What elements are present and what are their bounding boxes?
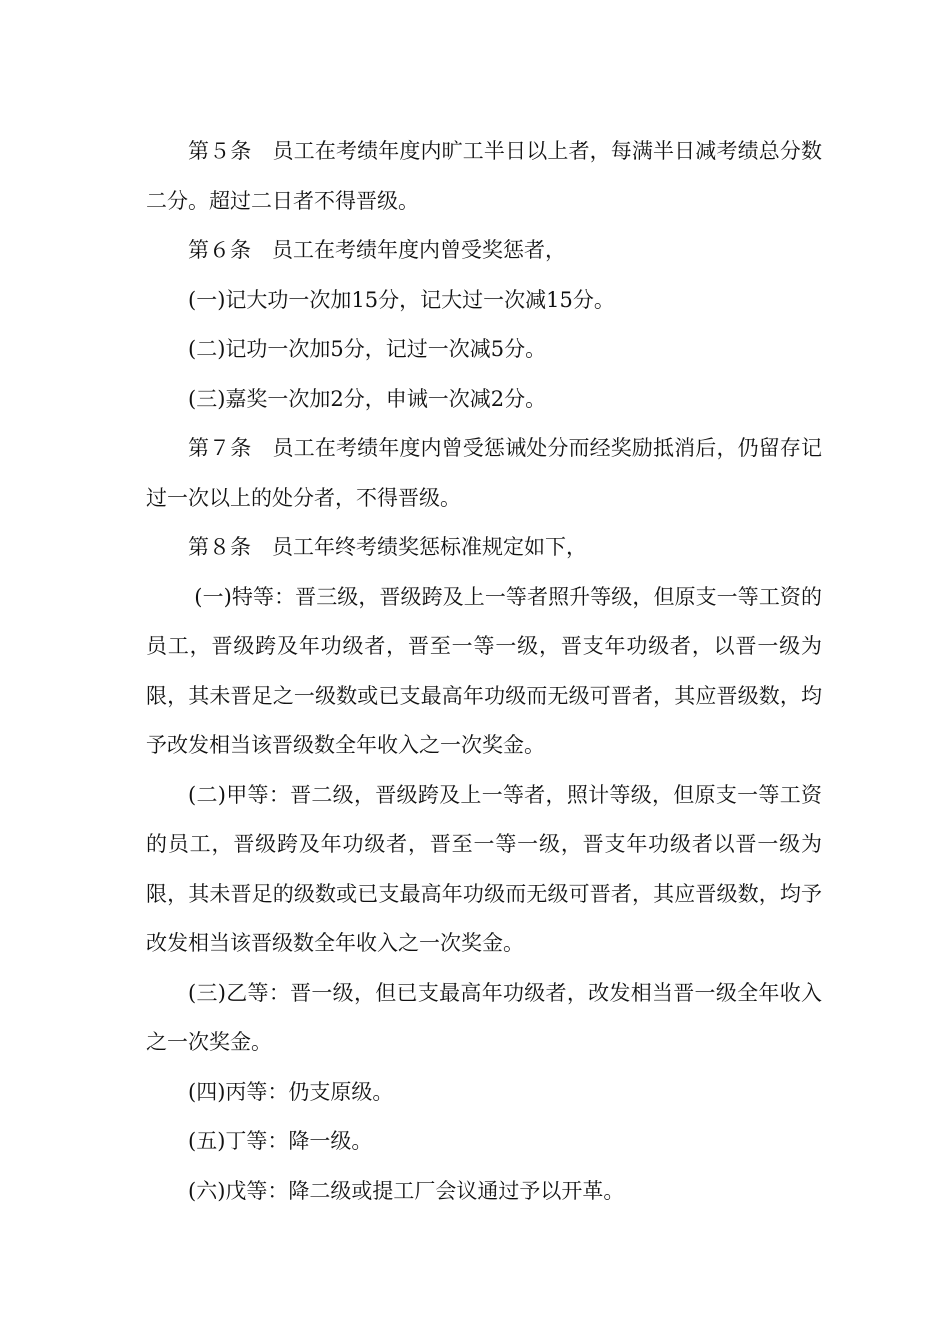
article-8-item-3: (三)乙等：晋一级，但已支最高年功级者，改发相当晋一级全年收入之一次奖金。 <box>146 980 822 1054</box>
article-6-item-3: (三)嘉奖一次加2分，申诫一次减2分。 <box>188 386 547 411</box>
article-8-item-6: (六)戊等：降二级或提工厂会议通过予以开革。 <box>188 1178 625 1203</box>
article-7-paragraph: 第７条 员工在考绩年度内曾受惩诫处分而经奖励抵消后，仍留存记过一次以上的处分者，不得晋级。 <box>146 436 822 510</box>
article-8-item-4: (四)丙等：仍支原级。 <box>188 1079 394 1104</box>
article-6-item-2: (二)记功一次加5分，记过一次减5分。 <box>188 337 547 361</box>
article-8-item-1: (一)特等：晋三级，晋级跨及上一等者照升等级，但原支一等工资的员工，晋级跨及年功级者，晋至一等一级，晋支年功级者，以晋一级为限，其未晋足之一级数或已支最高年功级而无级可晋者，其应晋级数，均予改发相当该晋级数全年收入之一次奖金。 <box>146 584 822 757</box>
article-6-item-1: (一)记大功一次加15分，记大过一次减15分。 <box>188 287 615 312</box>
document-page <box>146 127 822 1216</box>
article-8-paragraph: 第８条 员工年终考绩奖惩标准规定如下， <box>188 535 587 559</box>
article-8-item-2: (二)甲等：晋二级，晋级跨及上一等者，照计等级，但原支一等工资的员工，晋级跨及年功级者，晋至一等一级，晋支年功级者以晋一级为限，其未晋足的级数或已支最高年功级而无级可晋者，其应晋级数，均予改发相当该晋级数全年收入之一次奖金。 <box>146 782 822 955</box>
article-5-paragraph: 第５条 员工在考绩年度内旷工半日以上者，每满半日减考绩总分数二分。超过二日者不得晋级。 <box>146 139 822 213</box>
article-8-item-5: (五)丁等：降一级。 <box>188 1129 373 1153</box>
article-6-paragraph: 第６条 员工在考绩年度内曾受奖惩者， <box>188 238 566 262</box>
